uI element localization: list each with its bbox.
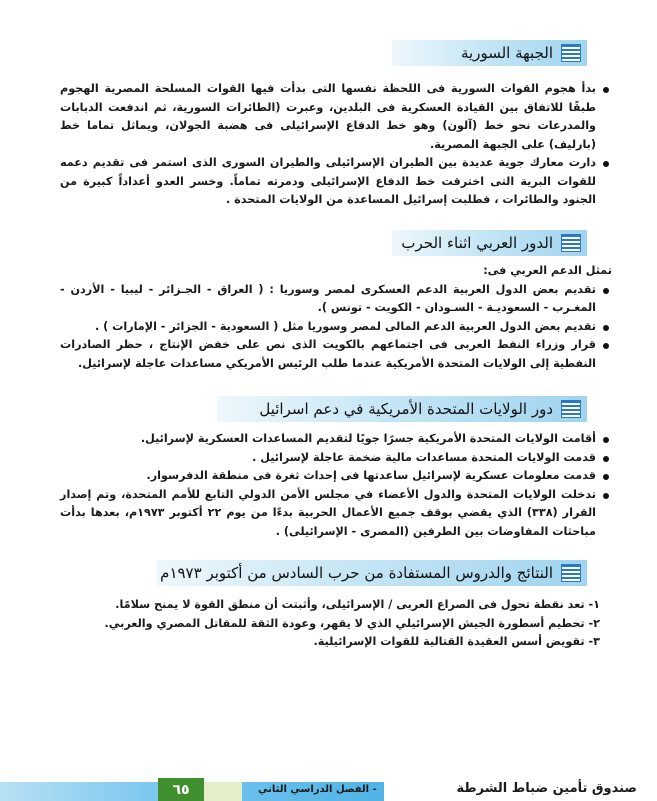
bullet-item: تقديم بعض الدول العربية الدعم العسكرى لمصر وسوريا : ( العراق - الجـزائر - ليبيا - الأردن - المغـرب - السعوديـة - السـودان - الكويت - تونس ).	[60, 281, 612, 318]
bullet-item: أقامت الولايات المتحدة الأمريكية جسرًا جويًا لتقديم المساعدات العسكرية لإسرائيل.	[60, 430, 612, 449]
section-body-results	[70, 596, 600, 652]
section-header-results	[157, 560, 587, 586]
list-icon	[561, 400, 581, 418]
bullet-item: تدخلت الولايات المتحدة والدول الأعضاء في مجلس الأمن الدولي التابع للأمم المتحدة، وتم إصدار القرار (٣٣٨) الذي يقضي بوقف جميع الأعمال الحربية بدءًا من يوم ٢٢ أكتوبر ١٩٧٣م، بعدها بدأت مباحثات المفاوضات بين الطرفين (المصرى - الإسرائيلى) .	[60, 486, 612, 542]
page-footer	[0, 772, 657, 801]
bullet-item: قرار وزراء النفط العربى فى اجتماعهم بالكويت الذى نص على خفض الإنتاج ، حظر الصادرات النفطية إلى الولايات المتحدة الأمريكية عندما طلب الرئيس الأمريكي مساعدات عاجلة لإسرائيل.	[60, 336, 612, 373]
bullet-item: قدمت الولايات المتحدة مساعدات مالية ضخمة عاجلة لإسرائيل .	[60, 449, 612, 468]
section-title: النتائج والدروس المستفادة من حرب السادس من أكتوبر ١٩٧٣م	[160, 564, 553, 582]
list-icon	[561, 234, 581, 252]
section-body-us-role	[60, 430, 612, 541]
section-title: دور الولايات المتحدة الأمريكية في دعم اسرائيل	[259, 400, 553, 418]
section-title: الدور العربي اثناء الحرب	[401, 234, 553, 252]
section-body-arab-role	[60, 262, 612, 373]
bullet-item: بدأ هجوم القوات السورية فى اللحظة نفسها التى بدأت فيها القوات المسلحة المصرية الهجوم طبقًا للاتفاق بين القيادة العسكرية فى البلدين، وعبرت (الطائرات السورية، ثم اندفعت الدبابات والمدرعات نحو خط (آلون) وهو خط الدفاع الإسرائيلى فى هضبة الجولان، ويماثل تماما خط (بارليف) على الجبهة المصرية.	[60, 80, 612, 154]
footer-fund-name: صندوق تأمين ضباط الشرطة	[456, 781, 637, 796]
section-title: الجبهة السورية	[461, 44, 553, 62]
footer-term: - الفصل الدراسي الثاني	[258, 784, 377, 795]
list-icon	[561, 564, 581, 582]
section-body-syrian-front	[60, 80, 612, 210]
bullet-item: تقديم بعض الدول العربية الدعم المالى لمصر وسوريا مثل ( السعودية - الجزائر - الإمارات ) .	[60, 318, 612, 337]
bullet-item: قدمت معلومات عسكرية لإسرائيل ساعدتها فى إحداث ثغرة فى منطقة الدفرسوار.	[60, 467, 612, 486]
numbered-item: ٣- تقويض أسس العقيدة القتالية للقوات الإسرائيلية.	[313, 635, 600, 648]
section-header-arab-role	[392, 230, 587, 256]
numbered-item: ٢- تحطيم أسطورة الجيش الإسرائيلي الذي لا يقهر، وعودة الثقة للمقاتل المصري والعربي.	[104, 616, 600, 630]
section-header-us-role	[217, 396, 587, 422]
list-icon	[561, 44, 581, 62]
section-intro: تمثل الدعم العربي فى:	[483, 264, 612, 277]
section-header-syrian-front	[392, 40, 587, 66]
numbered-item: ١- تعد نقطة تحول فى الصراع العربى / الإسرائيلى، وأثبتت أن منطق القوة لا يمنح سلامًا.	[115, 598, 600, 611]
bullet-item: دارت معارك جوية عديدة بين الطيران الإسرائيلى والطيران السورى الذى استمر فى تقديم دعمه للقوات البرية التى اخترقت خط الدفاع الإسرائيلى ودمرته تماماً. وخسر العدو أعداداً كبيرة من الجنود والطائرات ، فطلبت إسرائيل المساعدة من الولايات المتحدة .	[60, 154, 612, 210]
page-number: ٦٥	[158, 778, 204, 801]
